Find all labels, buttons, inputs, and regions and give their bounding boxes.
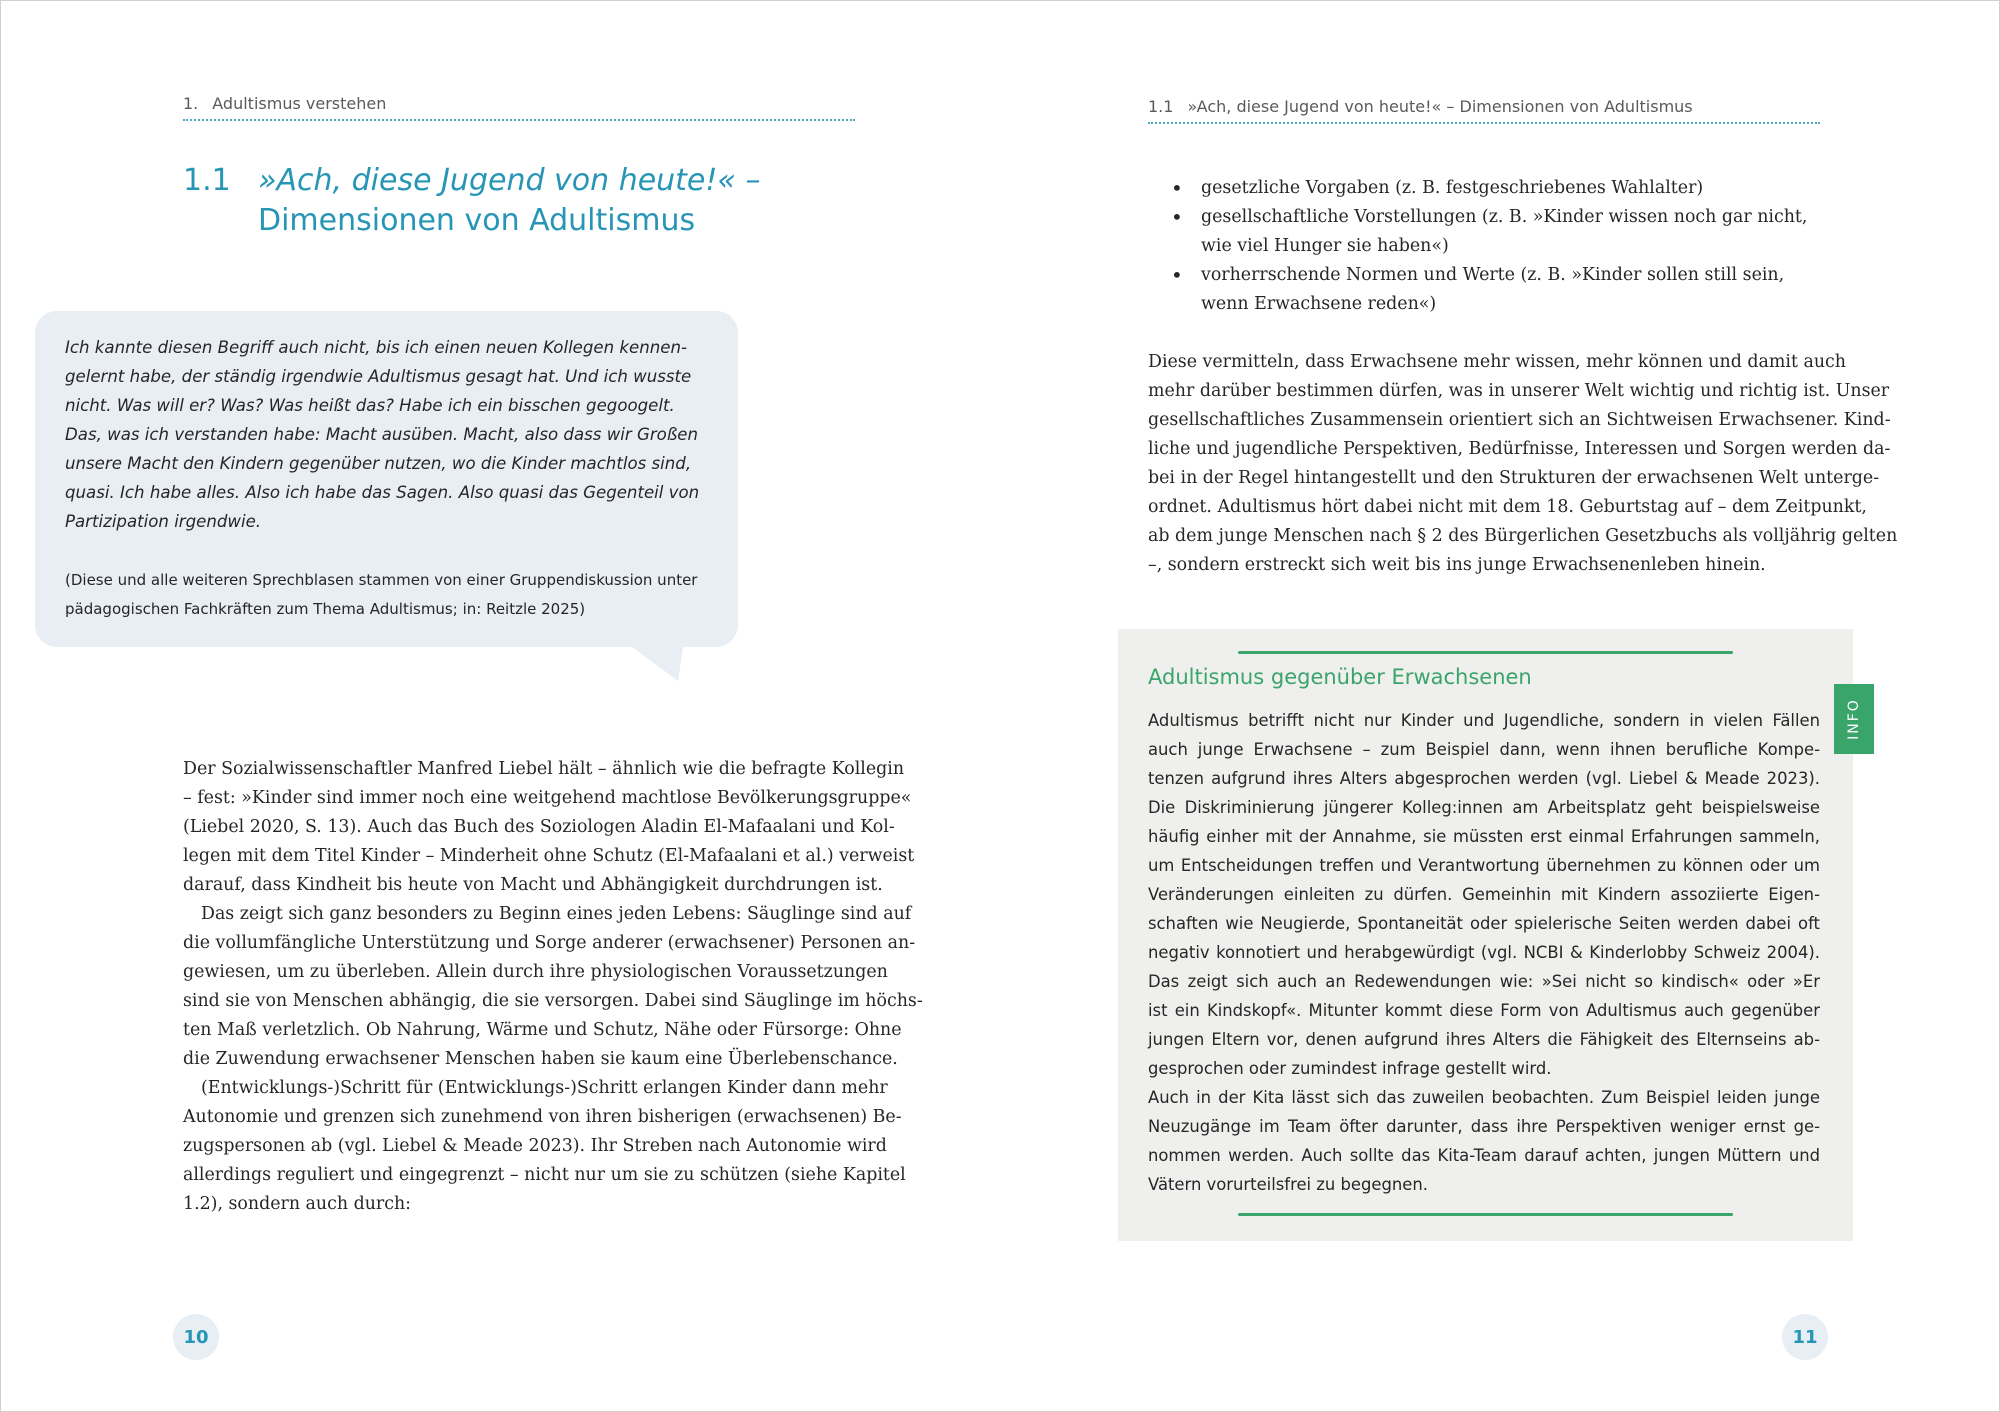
quote-line: quasi. Ich habe alles. Also ich habe das Sagen. Also quasi das Gegenteil von [65, 483, 700, 502]
list-item-line: vorherrschende Normen und Werte (z. B. »Kinder sollen still sein, [1201, 265, 1785, 285]
section-number: 1.1 [183, 163, 231, 198]
list-item-line: gesetzliche Vorgaben (z. B. festgeschriebenes Wahlalter) [1201, 178, 1704, 198]
body-text-right [1148, 348, 1898, 580]
body-line: (Entwicklungs-)Schritt für (Entwicklungs-)Schritt erlangen Kinder dann mehr [201, 1078, 888, 1098]
body-line: die Zuwendung erwachsener Menschen haben sie kaum eine Überlebenschance. [183, 1049, 898, 1069]
quote-line: gelernt habe, der ständig irgendwie Adultismus gesagt hat. Und ich wusste [65, 367, 692, 386]
quote-line: Partizipation irgendwie. [65, 512, 262, 531]
body-line: ordnet. Adultismus hört dabei nicht mit dem 18. Geburtstag auf – dem Zeitpunkt, [1148, 497, 1867, 517]
bullet-icon: • [1171, 205, 1183, 229]
info-line: um Entscheidungen treffen und Verantwortung übernehmen zu können oder um [1148, 856, 1820, 875]
info-box-text [1148, 706, 1820, 1199]
info-line: auch junge Erwachsene – zum Beispiel dann, wenn ihnen berufliche Kompe- [1148, 740, 1820, 759]
info-line: ist ein Kindskopf«. Mitunter kommt diese Form von Adultismus auch gegenüber [1148, 1001, 1820, 1020]
body-line: bei in der Regel hintangestellt und den Strukturen der erwachsenen Welt unterge- [1148, 468, 1880, 488]
list-item-line: gesellschaftliche Vorstellungen (z. B. »Kinder wissen noch gar nicht, [1201, 207, 1808, 227]
body-text-left [183, 755, 923, 1219]
source-line: pädagogischen Fachkräften zum Thema Adultismus; in: Reitzle 2025) [65, 600, 586, 618]
body-line: Diese vermitteln, dass Erwachsene mehr wissen, mehr können und damit auch [1148, 352, 1846, 372]
body-line: ten Maß verletzlich. Ob Nahrung, Wärme und Schutz, Nähe oder Fürsorge: Ohne [183, 1020, 902, 1040]
list-item-line: wie viel Hunger sie haben«) [1201, 236, 1449, 256]
info-line: Veränderungen einleiten zu dürfen. Gemeinhin mit Kindern assoziierte Eigen- [1148, 885, 1820, 904]
body-line: –, sondern erstreckt sich weit bis ins junge Erwachsenenleben hinein. [1148, 555, 1766, 575]
bullet-icon: • [1171, 263, 1183, 287]
section-number: 1.1 [1148, 97, 1174, 116]
page-number-right: 11 [1782, 1314, 1828, 1360]
info-line: Das zeigt sich auch an Redewendungen wie: »Sei nicht so kindisch« oder »Er [1148, 972, 1820, 991]
speech-bubble-tail [618, 641, 684, 681]
info-box-title: Adultismus gegenüber Erwachsenen [1148, 665, 1532, 689]
body-line: 1.2), sondern auch durch: [183, 1194, 412, 1214]
running-head-right [1148, 97, 1820, 124]
quote-line: unsere Macht den Kindern gegenüber nutzen, wo die Kinder machtlos sind, [65, 454, 692, 473]
body-line: zugspersonen ab (vgl. Liebel & Meade 2023). Ihr Streben nach Autonomie wird [183, 1136, 887, 1156]
list-item [1171, 203, 1808, 261]
body-line: legen mit dem Titel Kinder – Minderheit ohne Schutz (El-Mafaalani et al.) verweist [183, 846, 915, 866]
body-line: ab dem junge Menschen nach § 2 des Bürgerlichen Gesetzbuchs als volljährig gelten [1148, 526, 1898, 546]
info-line: Adultismus betrifft nicht nur Kinder und Jugendliche, sondern in vielen Fällen [1148, 711, 1820, 730]
body-line: gewiesen, um zu überleben. Allein durch ihre physiologischen Voraussetzungen [183, 962, 888, 982]
body-line: Der Sozialwissenschaftler Manfred Liebel hält – ähnlich wie die befragte Kollegin [183, 759, 905, 779]
quote-line: Das, was ich verstanden habe: Macht ausüben. Macht, also dass wir Großen [65, 425, 698, 444]
body-line: liche und jugendliche Perspektiven, Bedürfnisse, Interessen und Sorgen werden da- [1148, 439, 1891, 459]
section-title: »Ach, diese Jugend von heute!« – Dimensionen von Adultismus [1187, 97, 1693, 116]
list-item-line: wenn Erwachsene reden«) [1201, 294, 1437, 314]
source-line: (Diese und alle weiteren Sprechblasen stammen von einer Gruppendiskussion unter [65, 571, 698, 589]
body-line: – fest: »Kinder sind immer noch eine weitgehend machtlose Bevölkerungsgruppe« [183, 788, 912, 808]
chapter-number: 1. [183, 94, 199, 113]
quote-line: Ich kannte diesen Begriff auch nicht, bis ich einen neuen Kollegen kennen- [65, 338, 687, 357]
body-line: gesellschaftliches Zusammensein orientiert sich an Sichtweisen Erwachsener. Kind- [1148, 410, 1891, 430]
info-line: jungen Eltern vor, denen aufgrund ihres Alters die Fähigkeit des Elternseins ab- [1148, 1030, 1820, 1049]
list-item [1171, 261, 1785, 319]
info-box-bottom-rule [1238, 1213, 1733, 1216]
body-line: (Liebel 2020, S. 13). Auch das Buch des Soziologen Aladin El-Mafaalani und Kol- [183, 817, 895, 837]
info-line: Vätern vorurteilsfrei zu begegnen. [1148, 1175, 1428, 1194]
info-box-top-rule [1238, 651, 1733, 654]
running-head-left [183, 94, 855, 121]
body-line: Autonomie und grenzen sich zunehmend von ihren bisherigen (erwachsenen) Be- [183, 1107, 902, 1127]
section-title-line-1: »Ach, diese Jugend von heute!« – [258, 163, 761, 198]
info-line: Neuzugänge im Team öfter darunter, dass ihre Perspektiven weniger ernst ge- [1148, 1117, 1820, 1136]
body-line: die vollumfängliche Unterstützung und Sorge anderer (erwachsener) Personen an- [183, 933, 916, 953]
quote-line: nicht. Was will er? Was? Was heißt das? Habe ich ein bisschen gegoogelt. [65, 396, 675, 415]
info-line: gesprochen oder zumindest infrage gestellt wird. [1148, 1059, 1552, 1078]
body-line: Das zeigt sich ganz besonders zu Beginn eines jeden Lebens: Säuglinge sind auf [201, 904, 912, 924]
page-number-left: 10 [173, 1314, 219, 1360]
chapter-title: Adultismus verstehen [212, 94, 387, 113]
bullet-list [1171, 174, 1808, 319]
speech-bubble-quote [65, 333, 715, 536]
body-line: darauf, dass Kindheit bis heute von Macht und Abhängigkeit durchdrungen ist. [183, 875, 883, 895]
info-line: schaften wie Neugierde, Spontaneität oder spielerische Seiten werden dabei oft [1148, 914, 1820, 933]
speech-bubble-source [65, 566, 715, 624]
bullet-icon: • [1171, 176, 1183, 200]
body-line: mehr darüber bestimmen dürfen, was in unserer Welt wichtig und richtig ist. Unser [1148, 381, 1890, 401]
info-line: nommen werden. Auch sollte das Kita-Team darauf achten, jungen Müttern und [1148, 1146, 1820, 1165]
info-line: tenzen aufgrund ihres Alters abgesprochen werden (vgl. Liebel & Meade 2023). [1148, 769, 1820, 788]
body-line: sind sie von Menschen abhängig, die sie versorgen. Dabei sind Säuglinge im höchs- [183, 991, 923, 1011]
info-line: häufig einher mit der Annahme, sie müssten erst einmal Erfahrungen sammeln, [1148, 827, 1820, 846]
list-item [1171, 174, 1771, 203]
info-line: negativ konnotiert und herabgewürdigt (vgl. NCBI & Kinderlobby Schweiz 2004). [1148, 943, 1820, 962]
body-line: allerdings reguliert und eingegrenzt – nicht nur um sie zu schützen (siehe Kapitel [183, 1165, 906, 1185]
info-tab [1834, 684, 1874, 754]
info-line: Auch in der Kita lässt sich das zuweilen beobachten. Zum Beispiel leiden junge [1148, 1088, 1820, 1107]
info-line: Die Diskriminierung jüngerer Kolleg:innen am Arbeitsplatz geht beispielsweise [1148, 798, 1820, 817]
section-title-line-2: Dimensionen von Adultismus [258, 203, 696, 238]
info-tab-label: INFO [1846, 698, 1862, 740]
